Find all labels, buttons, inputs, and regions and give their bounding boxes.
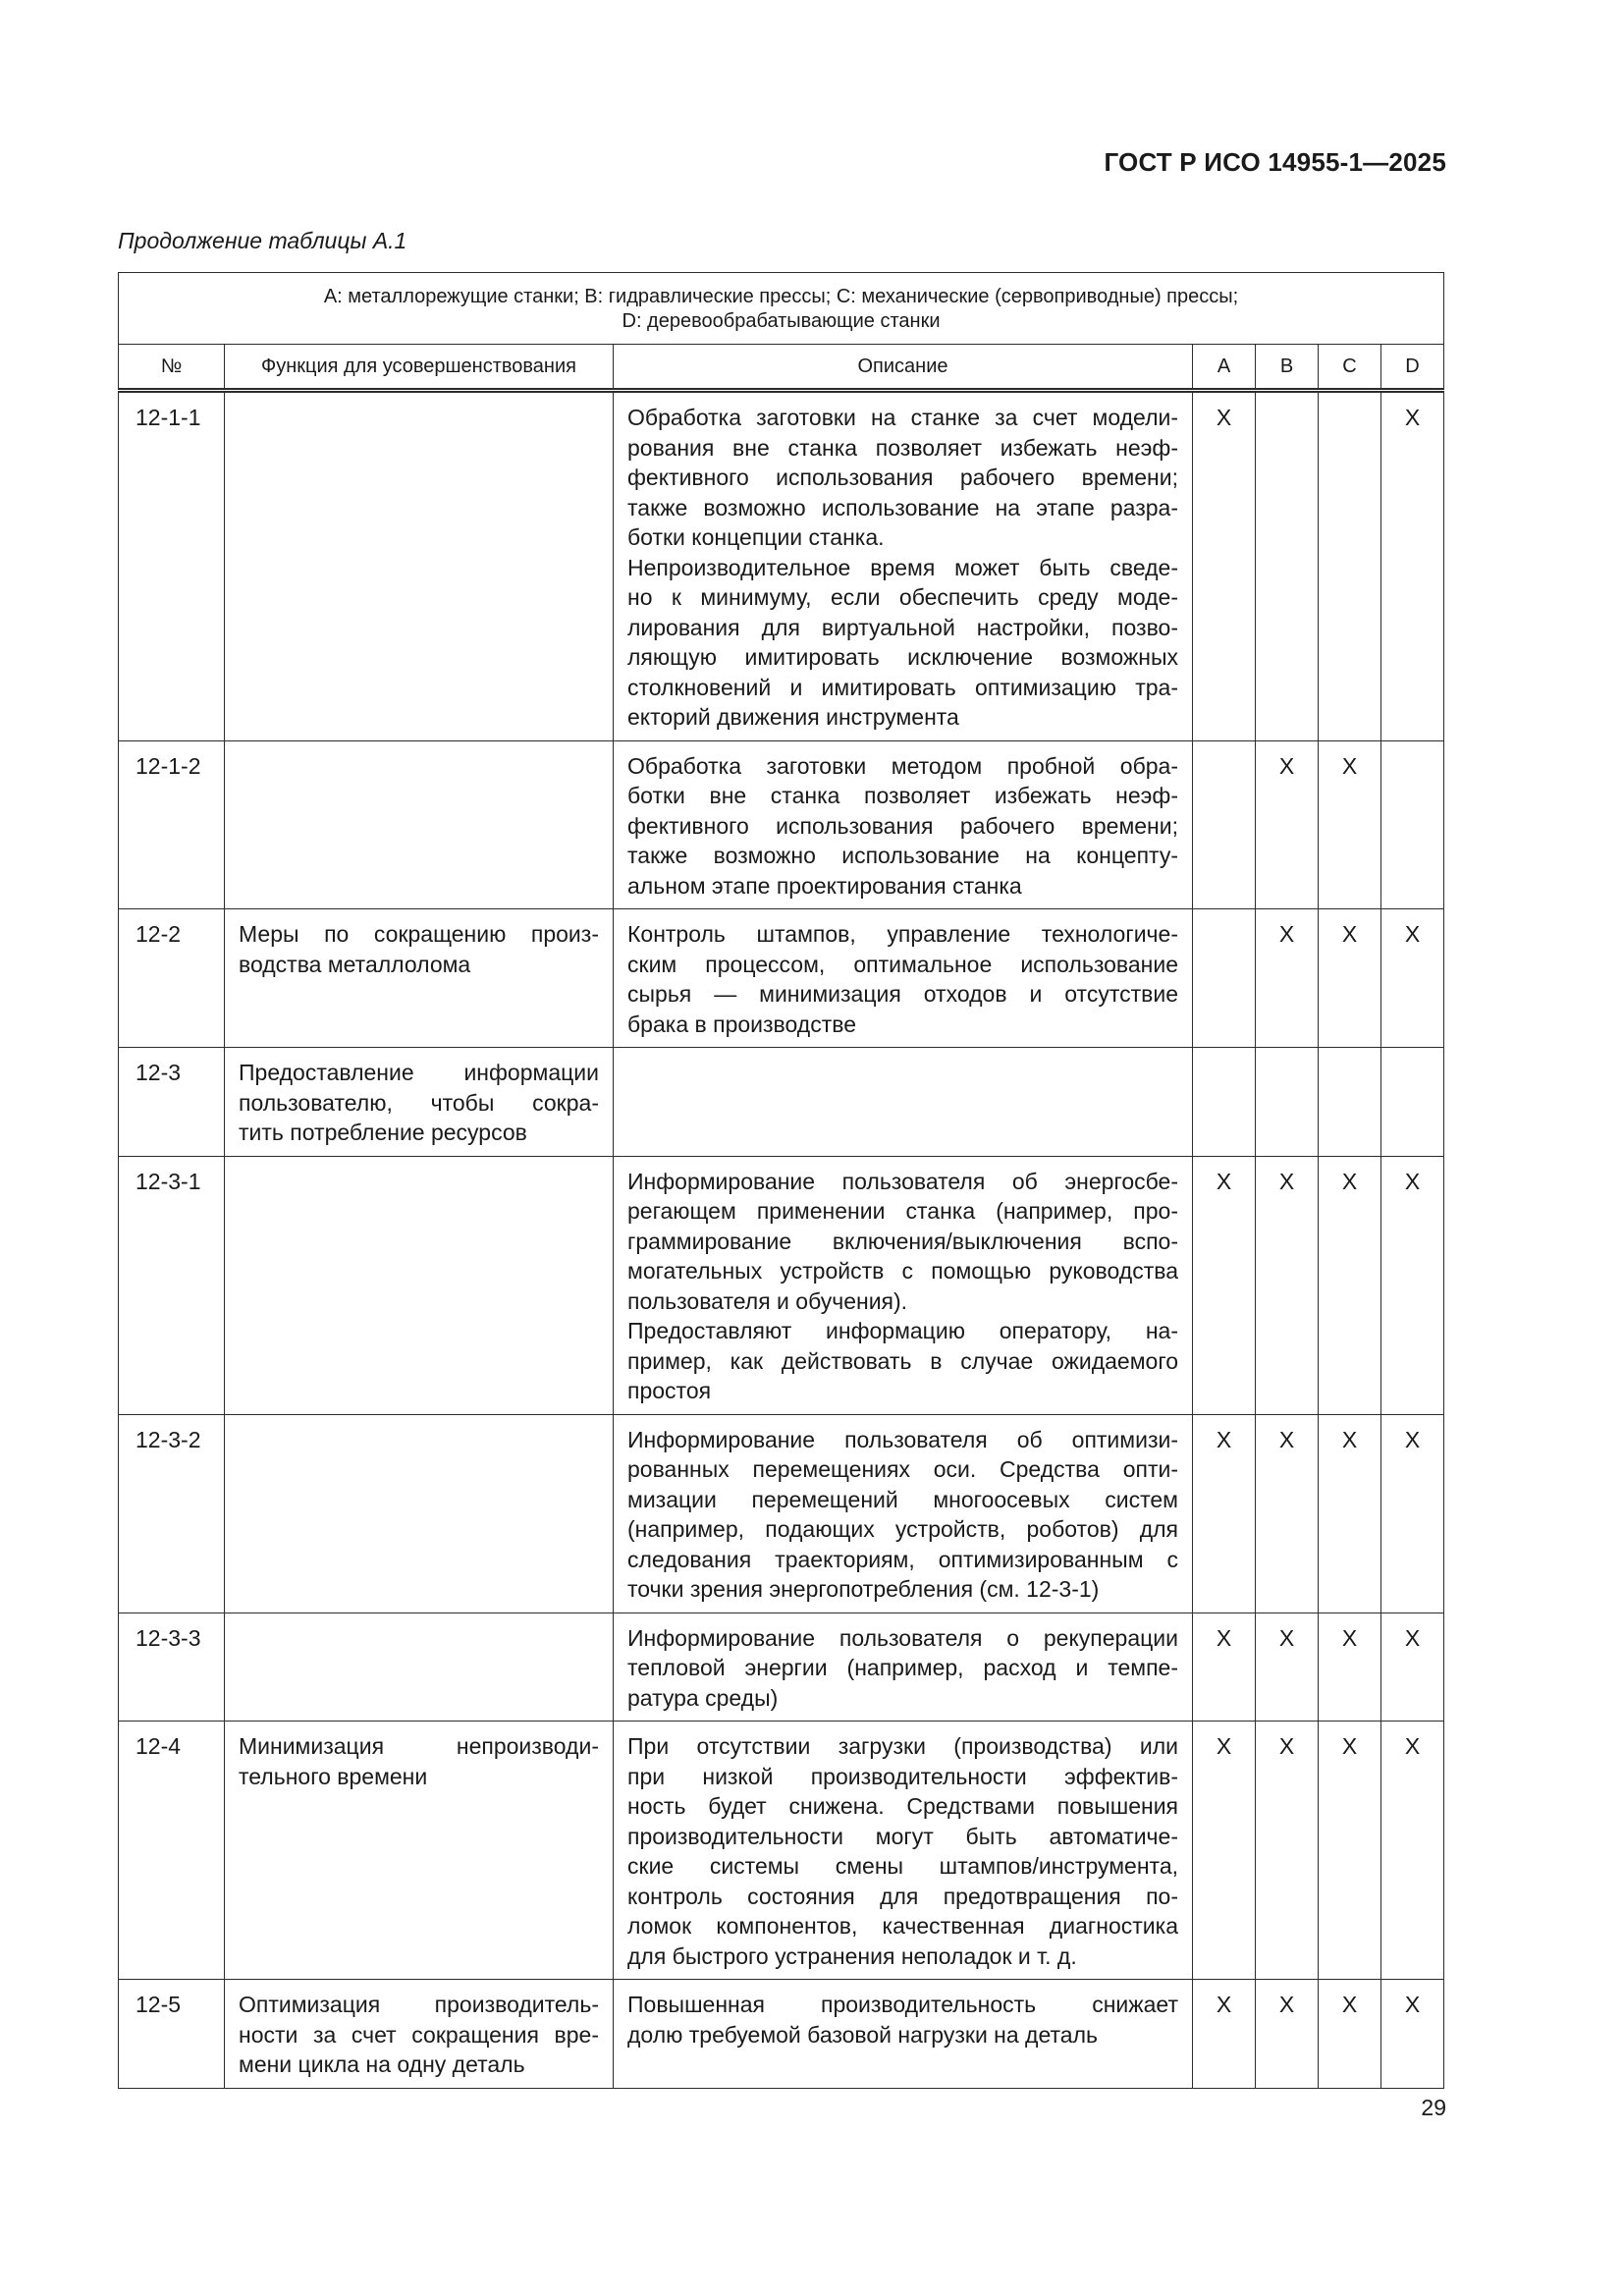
description-line: екторий движения инструмента: [627, 704, 959, 730]
function-line: тельного времени: [239, 1763, 428, 1789]
cell-mark-b: X: [1256, 1722, 1319, 1980]
cell-mark-b: [1256, 1048, 1319, 1157]
cell-mark-b: X: [1256, 1613, 1319, 1722]
cell-num: 12-5: [119, 1980, 225, 2089]
legend-line: D: деревообрабатывающие станки: [622, 310, 941, 332]
cell-mark-a: X: [1193, 1980, 1256, 2089]
cell-function: [225, 1156, 614, 1414]
table-row: [119, 1414, 1444, 1613]
function-table: [118, 272, 1444, 2089]
description-line: при низкой производительности эффектив-: [627, 1763, 1178, 1789]
cell-description: [614, 909, 1193, 1048]
table-row: [119, 391, 1444, 741]
table-caption: Продолжение таблицы А.1: [118, 228, 407, 253]
table-legend: [119, 273, 1444, 345]
description-line: регающем применении станка (например, про-: [627, 1198, 1178, 1224]
cell-mark-a: [1193, 909, 1256, 1048]
description-line: простоя: [627, 1378, 712, 1403]
cell-mark-b: X: [1256, 740, 1319, 909]
cell-mark-d: X: [1381, 1980, 1444, 2089]
function-line: Оптимизация производитель-: [239, 1992, 599, 2017]
table-row: [119, 1980, 1444, 2089]
cell-description: [614, 1048, 1193, 1157]
description-line: контроль состояния для предотвращения по-: [627, 1883, 1178, 1909]
description-line: Обработка заготовки методом пробной обра-: [627, 752, 1178, 779]
description-line: сырья — минимизация отходов и отсутствие: [627, 981, 1178, 1007]
cell-function: [225, 1048, 614, 1157]
cell-mark-c: X: [1319, 1980, 1381, 2089]
cell-mark-c: X: [1319, 1722, 1381, 1980]
cell-mark-b: X: [1256, 1414, 1319, 1613]
function-line: водства металлолома: [239, 951, 471, 977]
cell-num: 12-2: [119, 909, 225, 1048]
cell-mark-d: X: [1381, 1156, 1444, 1414]
cell-num: 12-3-3: [119, 1613, 225, 1722]
cell-num: 12-1-1: [119, 391, 225, 741]
table-row: [119, 1613, 1444, 1722]
cell-mark-c: [1319, 1048, 1381, 1157]
description-line: точки зрения энергопотребления (см. 12-3-1): [627, 1576, 1100, 1602]
description-line: (например, подающих устройств, роботов) для: [627, 1516, 1178, 1542]
description-line: Обработка заготовки на станке за счет модели-: [627, 405, 1178, 430]
cell-mark-d: [1381, 740, 1444, 909]
description-line: ляющую имитировать исключение возможных: [627, 644, 1178, 670]
cell-function: [225, 1613, 614, 1722]
function-line: Минимизация непроизводи-: [239, 1733, 599, 1759]
description-line: Непроизводительное время может быть сведе-: [627, 554, 1178, 580]
cell-mark-a: X: [1193, 1414, 1256, 1613]
cell-mark-a: [1193, 1048, 1256, 1157]
col-header-num: №: [119, 345, 225, 391]
cell-mark-c: X: [1319, 1156, 1381, 1414]
description-line: Контроль штампов, управление технологиче-: [627, 921, 1178, 947]
description-line: При отсутствии загрузки (производства) или: [627, 1733, 1178, 1759]
cell-num: 12-1-2: [119, 740, 225, 909]
cell-description: [614, 1414, 1193, 1613]
function-line: мени цикла на одну деталь: [239, 2051, 525, 2077]
cell-mark-b: [1256, 391, 1319, 741]
col-header-b: B: [1256, 345, 1319, 391]
cell-function: [225, 1722, 614, 1980]
col-header-a: A: [1193, 345, 1256, 391]
function-line: ности за счет сокращения вре-: [239, 2021, 599, 2048]
cell-mark-c: X: [1319, 1613, 1381, 1722]
cell-num: 12-3-2: [119, 1414, 225, 1613]
cell-mark-d: X: [1381, 391, 1444, 741]
cell-function: [225, 909, 614, 1048]
description-line: рованных перемещениях оси. Средства опти-: [627, 1456, 1178, 1482]
cell-function: [225, 740, 614, 909]
table-row: [119, 1048, 1444, 1157]
document-code: ГОСТ Р ИСО 14955-1—2025: [1104, 147, 1446, 177]
cell-function: [225, 1414, 614, 1613]
description-line: ские системы смены штампов/инструмента,: [627, 1853, 1178, 1879]
cell-mark-a: X: [1193, 1156, 1256, 1414]
cell-mark-a: X: [1193, 1613, 1256, 1722]
cell-num: 12-4: [119, 1722, 225, 1980]
table-row: [119, 1722, 1444, 1980]
cell-description: [614, 391, 1193, 741]
legend-line: А: металлорежущие станки; В: гидравлические прессы; С: механические (сервоприводные) прессы;: [323, 286, 1239, 307]
cell-mark-c: X: [1319, 740, 1381, 909]
description-line: пример, как действовать в случае ожидаемого: [627, 1347, 1178, 1374]
col-header-desc: Описание: [614, 345, 1193, 391]
description-line: ность будет снижена. Средствами повышения: [627, 1793, 1178, 1819]
description-line: но к минимуму, если обеспечить среду моде-: [627, 584, 1178, 610]
col-header-c: C: [1319, 345, 1381, 391]
description-line: ботки концепции станка.: [627, 524, 885, 550]
table-row: [119, 740, 1444, 909]
function-line: Предоставление информации: [239, 1060, 599, 1085]
description-line: столкновений и имитировать оптимизацию тра-: [627, 674, 1178, 700]
page-number: 29: [1421, 2095, 1446, 2120]
cell-description: [614, 740, 1193, 909]
description-line: могательных устройств с помощью руководства: [627, 1258, 1178, 1284]
description-line: Информирование пользователя об оптимизи-: [627, 1426, 1178, 1452]
description-line: ботки вне станка позволяет избежать неэф-: [627, 783, 1178, 808]
cell-mark-d: X: [1381, 1722, 1444, 1980]
cell-function: [225, 1980, 614, 2089]
description-line: пользователя и обучения).: [627, 1287, 908, 1314]
cell-function: [225, 391, 614, 741]
cell-mark-d: [1381, 1048, 1444, 1157]
cell-mark-b: X: [1256, 1156, 1319, 1414]
description-line: производительности могут быть автоматиче-: [627, 1823, 1178, 1849]
description-line: Повышенная производительность снижает: [627, 1992, 1178, 2017]
cell-mark-a: X: [1193, 1722, 1256, 1980]
cell-num: 12-3: [119, 1048, 225, 1157]
cell-description: [614, 1722, 1193, 1980]
description-line: ратура среды): [627, 1684, 779, 1711]
cell-mark-c: [1319, 391, 1381, 741]
description-line: Предоставляют информацию оператору, на-: [627, 1318, 1178, 1343]
description-line: также возможно использование на концепту-: [627, 843, 1178, 868]
cell-mark-a: X: [1193, 391, 1256, 741]
cell-mark-d: X: [1381, 1414, 1444, 1613]
description-line: также возможно использование на этапе разра-: [627, 494, 1178, 520]
col-header-d: D: [1381, 345, 1444, 391]
cell-mark-a: [1193, 740, 1256, 909]
description-line: мизации перемещений многоосевых систем: [627, 1486, 1178, 1512]
cell-mark-b: X: [1256, 1980, 1319, 2089]
description-line: для быстрого устранения неполадок и т. д.: [627, 1942, 1077, 1969]
description-line: ломок компонентов, качественная диагностика: [627, 1913, 1178, 1939]
description-line: лирования для виртуальной настройки, позво-: [627, 614, 1178, 640]
description-line: фективного использования рабочего времени;: [627, 465, 1178, 490]
function-line: тить потребление ресурсов: [239, 1120, 527, 1145]
cell-description: [614, 1980, 1193, 2089]
col-header-func: Функция для усовершенствования: [225, 345, 614, 391]
cell-mark-d: X: [1381, 1613, 1444, 1722]
cell-mark-d: X: [1381, 909, 1444, 1048]
table-header-row: [119, 345, 1444, 391]
description-line: граммирование включения/выключения вспо-: [627, 1228, 1178, 1254]
description-line: Информирование пользователя об энергосбе-: [627, 1168, 1178, 1194]
table-row: [119, 1156, 1444, 1414]
description-line: рования вне станка позволяет избежать неэф-: [627, 434, 1178, 461]
description-line: Информирование пользователя о рекуперации: [627, 1624, 1178, 1651]
description-line: следования траекториям, оптимизированным с: [627, 1546, 1178, 1572]
function-line: Меры по сокращению произ-: [239, 921, 599, 947]
cell-mark-c: X: [1319, 1414, 1381, 1613]
cell-mark-b: X: [1256, 909, 1319, 1048]
description-line: ским процессом, оптимальное использование: [627, 951, 1178, 977]
table-row: [119, 909, 1444, 1048]
cell-mark-c: X: [1319, 909, 1381, 1048]
description-line: брака в производстве: [627, 1011, 856, 1037]
cell-num: 12-3-1: [119, 1156, 225, 1414]
cell-description: [614, 1156, 1193, 1414]
cell-description: [614, 1613, 1193, 1722]
function-line: пользователю, чтобы сокра-: [239, 1089, 599, 1116]
description-line: долю требуемой базовой нагрузки на деталь: [627, 2021, 1098, 2048]
table-body: [119, 391, 1444, 2089]
description-line: фективного использования рабочего времени;: [627, 812, 1178, 839]
description-line: тепловой энергии (например, расход и темпе-: [627, 1655, 1178, 1680]
description-line: альном этапе проектирования станка: [627, 872, 1022, 899]
